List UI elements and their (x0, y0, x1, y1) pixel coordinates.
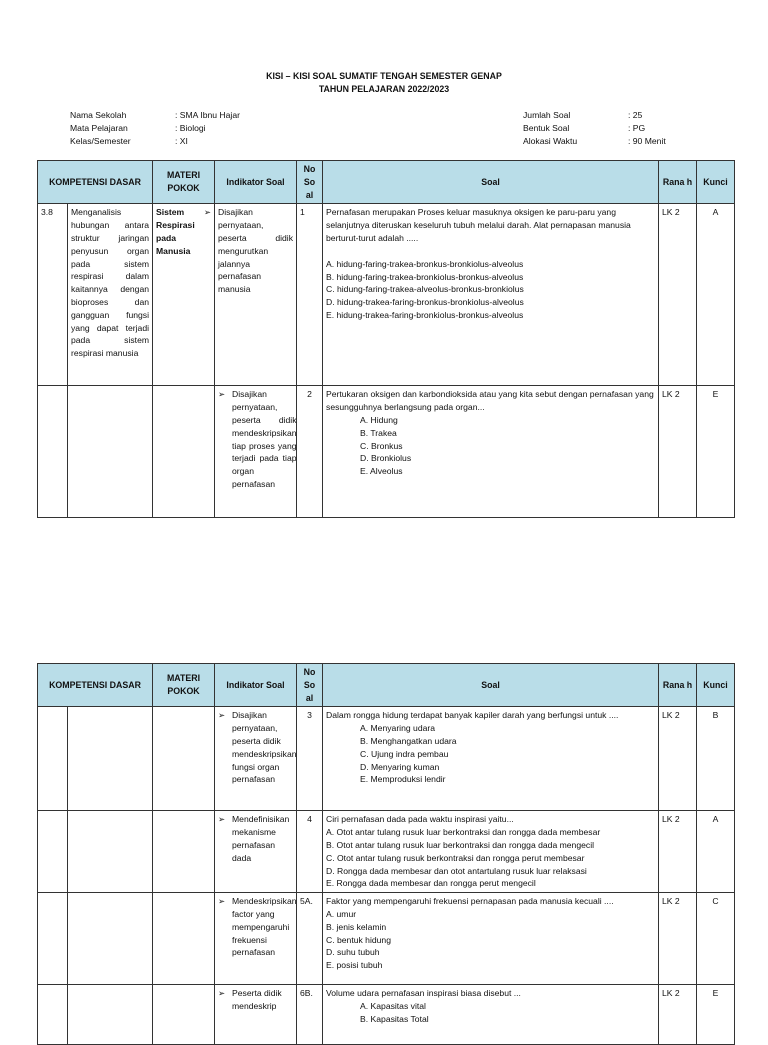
table-row (38, 985, 735, 1045)
info-label: Nama Sekolah (70, 110, 127, 120)
ranah-value: LK 2 (659, 811, 697, 893)
info-label: Bentuk Soal (523, 123, 570, 133)
materi-text: Sistem Respirasi pada Manusia (156, 207, 195, 256)
bullet-arrow-icon: ➢ (218, 389, 226, 400)
option-item: A. Menyaring udara (360, 723, 436, 734)
materi-cell (153, 204, 215, 386)
option-item: A. Kapasitas vital (360, 1000, 426, 1011)
indikator-text: Disajikan pernyataan, peserta didik mengurutkan jalannya pernafasan manusia (215, 204, 297, 386)
info-left (70, 109, 240, 148)
soal-cell (323, 386, 659, 518)
indikator-cell (215, 811, 297, 893)
bullet-arrow-icon: ➢ (218, 814, 226, 825)
bullet-arrow-icon: ➢ (218, 896, 226, 907)
indikator-cell (215, 893, 297, 985)
soal-number: 3 (297, 707, 323, 811)
soal-cell (323, 811, 659, 893)
soal-cell (323, 707, 659, 811)
kunci-value: E (697, 985, 735, 1045)
info-label: Mata Pelajaran (70, 123, 128, 133)
option-item: B. hidung-faring-trakea-bronkiolus-bronkus-alveolus (326, 271, 524, 282)
soal-number: 2 (297, 386, 323, 518)
question-text: Ciri pernafasan dada pada waktu inspirasi yaitu... (326, 814, 514, 825)
option-item: B. Kapasitas Total (360, 1013, 429, 1024)
header-ranah: Rana h (659, 161, 697, 204)
header-indikator: Indikator Soal (215, 664, 297, 707)
header-ranah: Rana h (659, 664, 697, 707)
ranah-value: LK 2 (659, 707, 697, 811)
kunci-value: A (697, 204, 735, 386)
kunci-value: B (697, 707, 735, 811)
option-item: E. hidung-trakea-faring-bronkiolus-bronkus-alveolus (326, 309, 524, 320)
header-indikator: Indikator Soal (215, 161, 297, 204)
option-item: B. jenis kelamin (326, 921, 387, 932)
bullet-arrow-icon: ➢ (203, 207, 212, 218)
option-item: E. Memproduksi lendir (360, 774, 446, 785)
header-kunci: Kunci (697, 161, 735, 204)
header-materi: MATERI POKOK (153, 664, 215, 707)
info-label: Alokasi Waktu (523, 136, 578, 146)
question-text: Pernafasan merupakan Proses keluar masuknya oksigen ke paru-paru yang selanjutnya diteruskan keseluruh tubuh melalui darah. Alat pernapasan manusia berturut-turut adalah ..... (326, 207, 631, 243)
indikator-cell (215, 985, 297, 1045)
option-item: D. Menyaring kuman (360, 761, 440, 772)
option-item: D. Rongga dada membesar dan otot antartulang rusuk luar relaksasi (326, 865, 587, 876)
table-row (38, 204, 735, 386)
info-value: : SMA Ibnu Hajar (175, 110, 240, 120)
option-item: A. hidung-faring-trakea-bronkus-bronkiolus-alveolus (326, 258, 524, 269)
doc-title-line1: KISI – KISI SOAL SUMATIF TENGAH SEMESTER GENAP (266, 71, 502, 81)
bullet-arrow-icon: ➢ (218, 988, 226, 999)
info-value: : PG (628, 123, 646, 133)
option-item: C. Bronkus (360, 440, 403, 451)
option-item: D. suhu tubuh (326, 947, 380, 958)
info-value: : 90 Menit (628, 136, 666, 146)
table-row (38, 386, 735, 518)
kunci-value: A (697, 811, 735, 893)
soal-number: 5A. (297, 893, 323, 985)
option-item: D. hidung-trakea-faring-bronkus-bronkiolus-alveolus (326, 297, 524, 308)
option-item: B. Menghangatkan udara (360, 735, 457, 746)
table-row (38, 707, 735, 811)
option-item: B. Trakea (360, 427, 397, 438)
option-item: E. Alveolus (360, 466, 403, 477)
option-item: C. Otot antar tulang rusuk berkontraksi dan rongga perut membesar (326, 852, 585, 863)
kunci-value: C (697, 893, 735, 985)
option-item: B. Otot antar tulang rusuk luar berkontraksi dan rongga dada mengecil (326, 839, 595, 850)
kunci-value: E (697, 386, 735, 518)
indikator-text: Disajikan pernyataan, peserta didik mendeskripsikan fungsi organ pernafasan (232, 710, 297, 785)
question-text: Faktor yang mempengaruhi frekuensi pernapasan pada manusia kecuali .... (326, 896, 614, 907)
header-kunci: Kunci (697, 664, 735, 707)
option-item: E. posisi tubuh (326, 960, 383, 971)
option-item: D. Bronkiolus (360, 453, 412, 464)
indikator-text: Mendefinisikan mekanisme pernafasan dada (232, 814, 290, 863)
soal-cell (323, 893, 659, 985)
option-item: C. Ujung indra pembau (360, 748, 449, 759)
option-item: E. Rongga dada membesar dan rongga perut mengecil (326, 878, 536, 889)
soal-cell (323, 204, 659, 386)
soal-number: 4 (297, 811, 323, 893)
kisi-table-2 (37, 663, 735, 1045)
indikator-text: Disajikan pernyataan, peserta didik mendeskripsikan tiap proses yang terjadi pada tiap organ pernafasan (232, 389, 297, 489)
info-label: Kelas/Semester (70, 136, 131, 146)
header-kd: KOMPETENSI DASAR (38, 664, 153, 707)
info-value: : Biologi (175, 123, 206, 133)
option-item: A. Otot antar tulang rusuk luar berkontraksi dan rongga dada membesar (326, 827, 601, 838)
ranah-value: LK 2 (659, 985, 697, 1045)
info-right (523, 109, 666, 148)
header-no: No So al (297, 664, 323, 707)
kd-text: Menganalisis hubungan antara struktur jaringan penyusun organ pada sistem respirasi dalam kaitannya dengan bioproses dan gangguan fungsi yang dapat terjadi pada sistem respirasi manusia (68, 204, 153, 386)
table-row (38, 811, 735, 893)
header-materi: MATERI POKOK (153, 161, 215, 204)
header-no: No So al (297, 161, 323, 204)
question-text: Dalam rongga hidung terdapat banyak kapiler darah yang berfungsi untuk .... (326, 710, 619, 721)
indikator-cell (215, 386, 297, 518)
question-text: Volume udara pernafasan inspirasi biasa disebut ... (326, 988, 521, 999)
option-item: C. bentuk hidung (326, 934, 391, 945)
bullet-arrow-icon: ➢ (218, 710, 226, 721)
indikator-text: Peserta didik mendeskrip (232, 988, 282, 1011)
header-soal: Soal (323, 664, 659, 707)
question-text: Pertukaran oksigen dan karbondioksida atau yang kita sebut dengan pernafasan yang sesungguhnya berlangsung pada organ... (326, 389, 654, 413)
table-header-row (38, 664, 735, 707)
info-label: Jumlah Soal (523, 110, 571, 120)
kisi-table-1 (37, 160, 735, 518)
kd-number: 3.8 (38, 204, 68, 386)
option-item: A. Hidung (360, 414, 398, 425)
option-item: C. hidung-faring-trakea-alveolus-bronkus-bronkiolus (326, 284, 524, 295)
header-soal: Soal (323, 161, 659, 204)
header-kd: KOMPETENSI DASAR (38, 161, 153, 204)
indikator-text: Mendeskripsikan factor yang mempengaruhi frekuensi pernafasan (232, 896, 297, 958)
info-value: : 25 (628, 110, 643, 120)
doc-title-line2: TAHUN PELAJARAN 2022/2023 (318, 84, 450, 94)
ranah-value: LK 2 (659, 893, 697, 985)
ranah-value: LK 2 (659, 386, 697, 518)
indikator-cell (215, 707, 297, 811)
soal-number: 1 (297, 204, 323, 386)
ranah-value: LK 2 (659, 204, 697, 386)
table-header-row (38, 161, 735, 204)
info-value: : XI (175, 136, 188, 146)
soal-number: 6B. (297, 985, 323, 1045)
table-row (38, 893, 735, 985)
soal-cell (323, 985, 659, 1045)
option-item: A. umur (326, 908, 357, 919)
